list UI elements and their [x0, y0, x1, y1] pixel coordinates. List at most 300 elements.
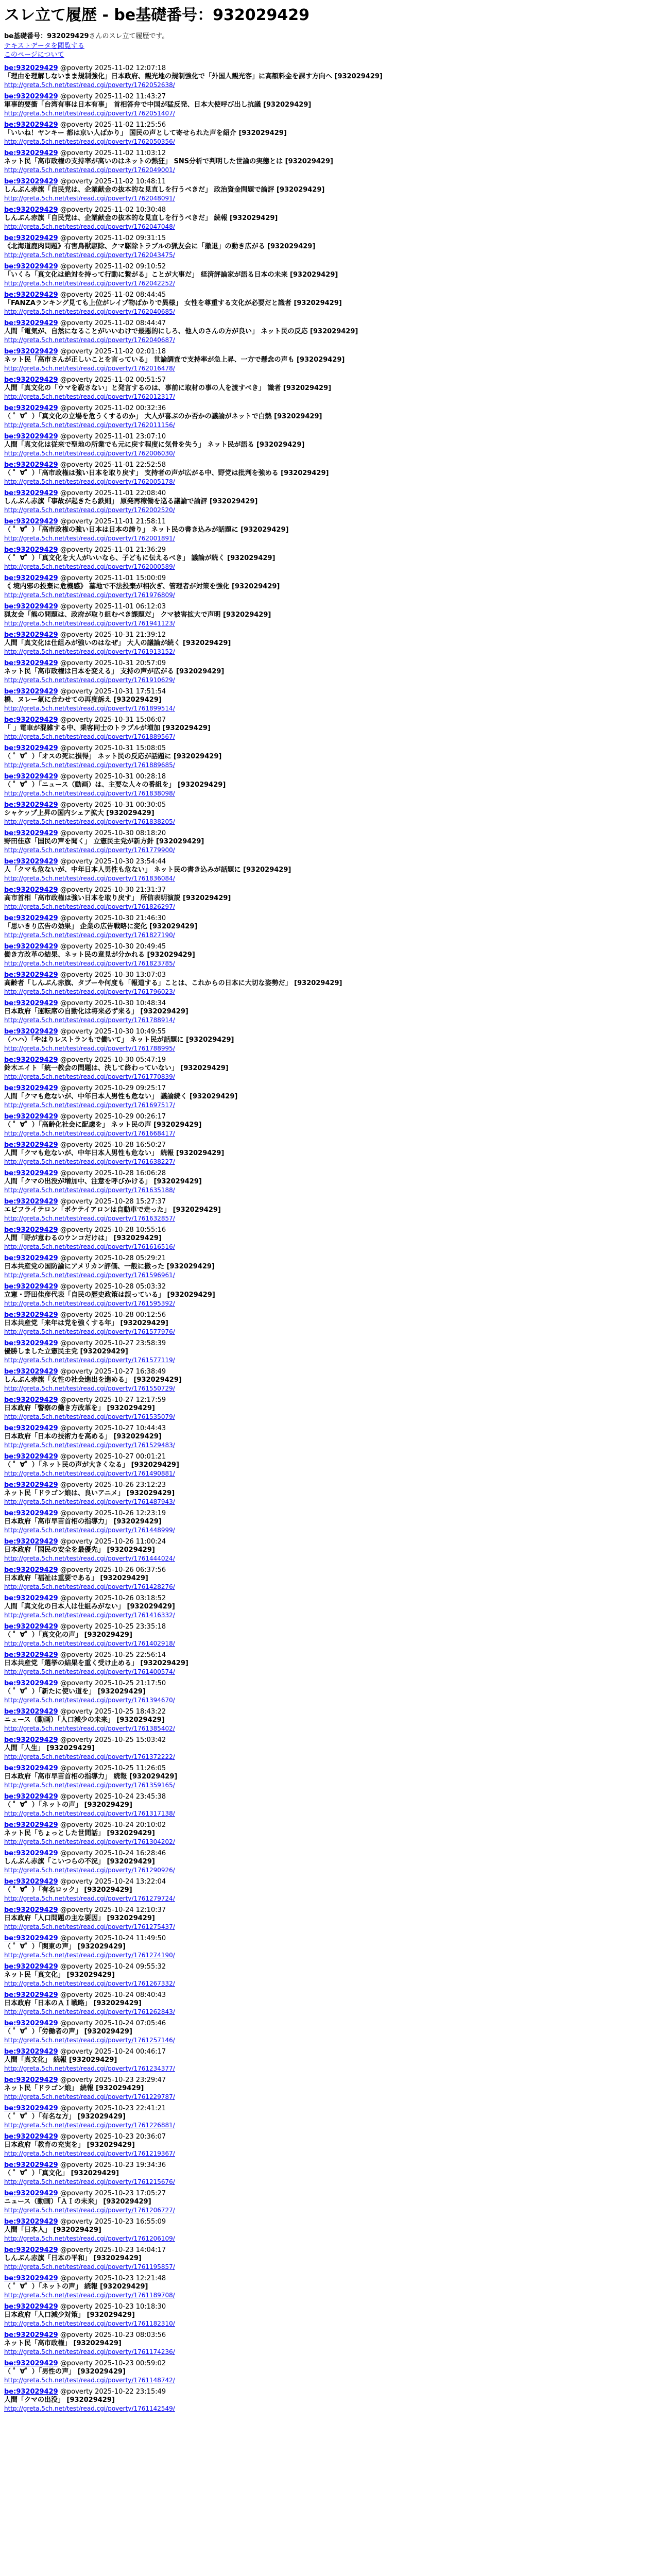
thread-url-link[interactable]: http://greta.5ch.net/test/read.cgi/poverty/1762048091/ [4, 195, 175, 202]
be-id-link[interactable]: be:932029429 [4, 291, 58, 299]
thread-url-link[interactable]: http://greta.5ch.net/test/read.cgi/poverty/1761823785/ [4, 960, 175, 967]
thread-url-link[interactable]: http://greta.5ch.net/test/read.cgi/poverty/1761400574/ [4, 1668, 175, 1675]
thread-url-link[interactable]: http://greta.5ch.net/test/read.cgi/poverty/1762047048/ [4, 223, 175, 230]
thread-url-link[interactable]: http://greta.5ch.net/test/read.cgi/poverty/1762040687/ [4, 336, 175, 344]
thread-title: （ ゜∀゜）「新たに使い道を」 [932029429] [4, 1688, 146, 1696]
thread-url-link[interactable]: http://greta.5ch.net/test/read.cgi/poverty/1761838205/ [4, 818, 175, 825]
thread-url-link[interactable]: http://greta.5ch.net/test/read.cgi/poverty/1761304202/ [4, 1838, 175, 1845]
be-id-link[interactable]: be:932029429 [4, 1198, 58, 1206]
post-header [4, 2303, 649, 2311]
thread-url-link[interactable]: http://greta.5ch.net/test/read.cgi/poverty/1761385402/ [4, 1725, 175, 1732]
be-id-link[interactable]: be:932029429 [4, 319, 58, 327]
post-header [4, 1651, 649, 1659]
be-id-link[interactable]: be:932029429 [4, 914, 58, 922]
be-id-link[interactable]: be:932029429 [4, 1368, 58, 1376]
thread-title: ネット民「高市さんが正しいことを言っている」 世論調査で支持率が急上昇、一方で懸念の声も [932029429] [4, 356, 345, 364]
thread-title: しんぶん赤旗「こいつらの不況」 [932029429] [4, 1858, 155, 1866]
be-id-link[interactable]: be:932029429 [4, 433, 58, 440]
post-date: 2025-11-01 15:00:09 [95, 574, 166, 582]
be-id-link[interactable]: be:932029429 [4, 1255, 58, 1262]
post-author: @poverty [60, 1850, 93, 1857]
thread-url-link[interactable]: http://greta.5ch.net/test/read.cgi/poverty/1761596961/ [4, 1272, 175, 1279]
list-item [4, 1396, 649, 1421]
post-date: 2025-10-24 20:10:02 [95, 1821, 166, 1829]
post-author: @poverty [60, 1765, 93, 1772]
be-id-link[interactable]: be:932029429 [4, 1481, 58, 1489]
be-id-link[interactable]: be:932029429 [4, 1226, 58, 1234]
be-id-link[interactable]: be:932029429 [4, 348, 58, 355]
post-header [4, 2360, 649, 2368]
thread-url-link[interactable]: http://greta.5ch.net/test/read.cgi/poverty/1762011156/ [4, 421, 175, 429]
thread-url-link[interactable]: http://greta.5ch.net/test/read.cgi/poverty/1761182310/ [4, 2320, 175, 2327]
post-date: 2025-11-02 08:44:45 [95, 291, 166, 299]
thread-title: 日本政府「運転席の自動化は将来必ず来る」 [932029429] [4, 1008, 188, 1015]
be-id-link[interactable]: be:932029429 [4, 404, 58, 412]
be-id-link[interactable]: be:932029429 [4, 999, 58, 1007]
post-author: @poverty [60, 1991, 93, 1999]
thread-url-link[interactable]: http://greta.5ch.net/test/read.cgi/poverty/1761215676/ [4, 2178, 175, 2185]
thread-url-link[interactable]: http://greta.5ch.net/test/read.cgi/poverty/1761616516/ [4, 1243, 175, 1250]
thread-title: 高市首相「高市政権は強い日本を取り戻す」 所信表明演説 [932029429] [4, 894, 231, 902]
post-author: @poverty [60, 716, 93, 724]
thread-title: 人間「真文化は従来で聖地の所業でも元に戻す程度に気骨を失う」 ネット民が語る [932029429] [4, 441, 305, 449]
be-id-link[interactable]: be:932029429 [4, 206, 58, 214]
post-author: @poverty [60, 971, 93, 979]
thread-url-link[interactable]: http://greta.5ch.net/test/read.cgi/poverty/1761290926/ [4, 1867, 175, 1874]
be-id-link[interactable]: be:932029429 [4, 93, 58, 100]
thread-url-link[interactable]: http://greta.5ch.net/test/read.cgi/poverty/1761229787/ [4, 2093, 175, 2100]
be-id-link[interactable]: be:932029429 [4, 376, 58, 384]
be-id-link[interactable]: be:932029429 [4, 461, 58, 469]
post-author: @poverty [60, 1056, 93, 1064]
be-id-link[interactable]: be:932029429 [4, 1141, 58, 1149]
thread-url-link[interactable]: http://greta.5ch.net/test/read.cgi/poverty/1761976809/ [4, 591, 175, 599]
post-header [4, 348, 649, 356]
post-date: 2025-11-02 09:31:15 [95, 234, 166, 242]
thread-url-link[interactable]: http://greta.5ch.net/test/read.cgi/poverty/1762052638/ [4, 81, 175, 89]
post-date: 2025-11-01 21:58:11 [95, 518, 166, 526]
post-header [4, 999, 649, 1008]
thread-url-link[interactable]: http://greta.5ch.net/test/read.cgi/poverty/1761234377/ [4, 2065, 175, 2072]
list-item [4, 1283, 649, 1308]
thread-url-link[interactable]: http://greta.5ch.net/test/read.cgi/poverty/1762042252/ [4, 280, 175, 287]
post-date: 2025-10-27 10:44:43 [95, 1425, 166, 1432]
thread-url-link[interactable]: http://greta.5ch.net/test/read.cgi/poverty/1761770839/ [4, 1073, 175, 1080]
thread-url-link[interactable]: http://greta.5ch.net/test/read.cgi/poverty/1762000589/ [4, 563, 175, 570]
be-id-link[interactable]: be:932029429 [4, 1510, 58, 1517]
list-item [4, 1538, 649, 1563]
thread-url-link[interactable]: http://greta.5ch.net/test/read.cgi/poverty/1761910629/ [4, 676, 175, 684]
thread-title: シャケップ上昇の国内シェア拡大 [932029429] [4, 809, 154, 817]
thread-url-link[interactable]: http://greta.5ch.net/test/read.cgi/poverty/1761206109/ [4, 2235, 175, 2242]
post-header [4, 2076, 649, 2084]
list-item [4, 1708, 649, 1733]
post-date: 2025-10-23 19:34:36 [95, 2161, 166, 2169]
be-id-link[interactable]: be:932029429 [4, 744, 58, 752]
thread-url-link[interactable]: http://greta.5ch.net/test/read.cgi/poverty/1761448999/ [4, 1527, 175, 1534]
thread-url-link[interactable]: http://greta.5ch.net/test/read.cgi/poverty/1761142549/ [4, 2405, 175, 2412]
be-id-link[interactable]: be:932029429 [4, 1708, 58, 1716]
list-item [4, 1425, 649, 1449]
list-item [4, 518, 649, 543]
post-author: @poverty [60, 93, 93, 100]
thread-title: 人間「電気が、自然になることがいいわけで最悪的にしろ、他人のさんの方が良い」 ネット民の反応 [932029429] [4, 328, 358, 335]
be-id-link[interactable]: be:932029429 [4, 2105, 58, 2112]
be-id-link[interactable]: be:932029429 [4, 2020, 58, 2027]
thread-title: （ ゜∀゜）「有名ロック」 [932029429] [4, 1886, 132, 1894]
be-id-link[interactable]: be:932029429 [4, 1765, 58, 1772]
thread-url-link[interactable]: http://greta.5ch.net/test/read.cgi/poverty/1762006030/ [4, 450, 175, 457]
summary-label: be基礎番号：932029429 [4, 32, 89, 40]
be-id-link[interactable]: be:932029429 [4, 2388, 58, 2396]
thread-title: ネット民「高市政権」 [932029429] [4, 2340, 122, 2347]
be-id-link[interactable]: be:932029429 [4, 2076, 58, 2084]
post-author: @poverty [60, 1680, 93, 1687]
thread-title: 日本政府「警察の働き方改革を」 [932029429] [4, 1404, 155, 1412]
thread-url-link[interactable]: http://greta.5ch.net/test/read.cgi/poverty/1762002520/ [4, 506, 175, 514]
list-item [4, 319, 649, 344]
post-author: @poverty [60, 2105, 93, 2112]
be-id-link[interactable]: be:932029429 [4, 631, 58, 639]
thread-url-link[interactable]: http://greta.5ch.net/test/read.cgi/poverty/1761274190/ [4, 1952, 175, 1959]
list-item [4, 64, 649, 89]
thread-url-link[interactable]: http://greta.5ch.net/test/read.cgi/poverty/1761372222/ [4, 1753, 175, 1760]
list-item [4, 2331, 649, 2356]
be-id-link[interactable]: be:932029429 [4, 1651, 58, 1659]
post-date: 2025-10-31 15:06:07 [95, 716, 166, 724]
post-header [4, 1141, 649, 1149]
post-author: @poverty [60, 1793, 93, 1801]
thread-url-link[interactable]: http://greta.5ch.net/test/read.cgi/poverty/1761529483/ [4, 1442, 175, 1449]
be-id-link[interactable]: be:932029429 [4, 1906, 58, 1914]
post-author: @poverty [60, 2020, 93, 2027]
post-date: 2025-11-01 06:12:03 [95, 603, 166, 611]
thread-title: （ ゜∀゜）「ネットの声」 [932029429] [4, 1801, 132, 1809]
list-item [4, 1255, 649, 1279]
be-id-link[interactable]: be:932029429 [4, 2360, 58, 2367]
thread-title: 日本政府「人口減少対策」 [932029429] [4, 2311, 135, 2319]
list-item [4, 433, 649, 457]
list-item [4, 1793, 649, 1818]
be-id-link[interactable]: be:932029429 [4, 178, 58, 185]
post-header [4, 659, 649, 668]
be-id-link[interactable]: be:932029429 [4, 2190, 58, 2197]
thread-url-link[interactable]: http://greta.5ch.net/test/read.cgi/poverty/1761889567/ [4, 733, 175, 740]
list-item [4, 829, 649, 854]
post-header [4, 1708, 649, 1716]
post-header [4, 1821, 649, 1829]
post-date: 2025-10-25 15:03:42 [95, 1736, 166, 1744]
thread-url-link[interactable]: http://greta.5ch.net/test/read.cgi/poverty/1761826297/ [4, 903, 175, 910]
thread-title: エビフライテロン「ボケテイアロンは自動車で走った」 [932029429] [4, 1206, 221, 1214]
be-id-link[interactable]: be:932029429 [4, 1850, 58, 1857]
be-id-link[interactable]: be:932029429 [4, 2161, 58, 2169]
thread-url-link[interactable]: http://greta.5ch.net/test/read.cgi/poverty/1761635188/ [4, 1187, 175, 1194]
thread-url-link[interactable]: http://greta.5ch.net/test/read.cgi/poverty/1761416332/ [4, 1612, 175, 1619]
post-date: 2025-10-29 09:25:17 [95, 1084, 166, 1092]
be-id-link[interactable]: be:932029429 [4, 971, 58, 979]
post-header [4, 914, 649, 923]
post-author: @poverty [60, 433, 93, 440]
list-item [4, 489, 649, 514]
be-id-link[interactable]: be:932029429 [4, 1538, 58, 1546]
thread-url-link[interactable]: http://greta.5ch.net/test/read.cgi/poverty/1761428276/ [4, 1583, 175, 1590]
post-author: @poverty [60, 631, 93, 639]
be-id-link[interactable]: be:932029429 [4, 603, 58, 611]
thread-url-link[interactable]: http://greta.5ch.net/test/read.cgi/poverty/1761632857/ [4, 1215, 175, 1222]
be-id-link[interactable]: be:932029429 [4, 263, 58, 270]
thread-url-link[interactable]: http://greta.5ch.net/test/read.cgi/poverty/1761394670/ [4, 1697, 175, 1704]
thread-title: 人間「人生」 [932029429] [4, 1744, 95, 1752]
be-id-link[interactable]: be:932029429 [4, 1311, 58, 1319]
thread-url-link[interactable]: http://greta.5ch.net/test/read.cgi/poverty/1761444024/ [4, 1555, 175, 1562]
list-item [4, 2048, 649, 2073]
be-id-link[interactable]: be:932029429 [4, 1793, 58, 1801]
be-id-link[interactable]: be:932029429 [4, 688, 58, 696]
be-id-link[interactable]: be:932029429 [4, 2275, 58, 2282]
be-id-link[interactable]: be:932029429 [4, 829, 58, 837]
be-id-link[interactable]: be:932029429 [4, 1935, 58, 1942]
thread-title: 人間「クマも危ないが、中年日本人男性も危ない」 議論続く [932029429] [4, 1093, 238, 1100]
thread-url-link[interactable]: http://greta.5ch.net/test/read.cgi/poverty/1762012317/ [4, 393, 175, 400]
post-author: @poverty [60, 886, 93, 894]
be-id-link[interactable]: be:932029429 [4, 1680, 58, 1687]
thread-url-link[interactable]: http://greta.5ch.net/test/read.cgi/poverty/1761796023/ [4, 988, 175, 995]
post-author: @poverty [60, 1170, 93, 1177]
thread-url-link[interactable]: http://greta.5ch.net/test/read.cgi/poverty/1761550729/ [4, 1385, 175, 1392]
thread-url-link[interactable]: http://greta.5ch.net/test/read.cgi/poverty/1761262843/ [4, 2008, 175, 2015]
thread-url-link[interactable]: http://greta.5ch.net/test/read.cgi/poverty/1761788995/ [4, 1045, 175, 1052]
thread-title: 人間「野が意わるのウンコだけは」 [932029429] [4, 1234, 162, 1242]
be-id-link[interactable]: be:932029429 [4, 64, 58, 72]
post-header [4, 943, 649, 951]
post-author: @poverty [60, 461, 93, 469]
list-item [4, 2246, 649, 2271]
post-date: 2025-10-29 00:26:17 [95, 1113, 166, 1121]
post-author: @poverty [60, 2331, 93, 2339]
post-header [4, 2388, 649, 2396]
thread-url-link[interactable]: http://greta.5ch.net/test/read.cgi/poverty/1761638227/ [4, 1158, 175, 1165]
be-id-link[interactable]: be:932029429 [4, 1056, 58, 1064]
post-author: @poverty [60, 1566, 93, 1574]
thread-url-link[interactable]: http://greta.5ch.net/test/read.cgi/poverty/1761838098/ [4, 790, 175, 797]
be-id-link[interactable]: be:932029429 [4, 2246, 58, 2254]
post-header [4, 376, 649, 384]
be-id-link[interactable]: be:932029429 [4, 2331, 58, 2339]
be-id-link[interactable]: be:932029429 [4, 1340, 58, 1347]
thread-history-list [4, 64, 649, 2413]
summary-suffix: さんのスレ立て履歴です。 [89, 32, 169, 40]
post-date: 2025-10-23 00:59:02 [95, 2360, 166, 2367]
be-id-link[interactable]: be:932029429 [4, 234, 58, 242]
list-item [4, 1623, 649, 1648]
text-data-link[interactable]: テキストデータを閲覧する [4, 42, 84, 50]
post-date: 2025-10-23 08:03:56 [95, 2331, 166, 2339]
be-id-link[interactable]: be:932029429 [4, 2303, 58, 2311]
be-id-link[interactable]: be:932029429 [4, 716, 58, 724]
be-id-link[interactable]: be:932029429 [4, 2048, 58, 2056]
thread-title: 「いいね！ヤンキー 都は京い人ばかり」 国民の声として寄せられた声を紹介 [932029429] [4, 129, 287, 137]
thread-url-link[interactable]: http://greta.5ch.net/test/read.cgi/poverty/1761257146/ [4, 2037, 175, 2044]
thread-url-link[interactable]: http://greta.5ch.net/test/read.cgi/poverty/1761279724/ [4, 1895, 175, 1902]
thread-url-link[interactable]: http://greta.5ch.net/test/read.cgi/poverty/1762040685/ [4, 308, 175, 315]
be-id-link[interactable]: be:932029429 [4, 2218, 58, 2226]
thread-url-link[interactable]: http://greta.5ch.net/test/read.cgi/poverty/1761206727/ [4, 2207, 175, 2214]
be-id-link[interactable]: be:932029429 [4, 858, 58, 866]
post-date: 2025-10-24 00:46:17 [95, 2048, 166, 2056]
thread-url-link[interactable]: http://greta.5ch.net/test/read.cgi/poverty/1761189708/ [4, 2292, 175, 2299]
thread-url-link[interactable]: http://greta.5ch.net/test/read.cgi/poverty/1761226881/ [4, 2122, 175, 2129]
be-id-link[interactable]: be:932029429 [4, 121, 58, 129]
be-id-link[interactable]: be:932029429 [4, 1736, 58, 1744]
thread-url-link[interactable]: http://greta.5ch.net/test/read.cgi/poverty/1761697517/ [4, 1101, 175, 1109]
post-author: @poverty [60, 2275, 93, 2282]
thread-url-link[interactable]: http://greta.5ch.net/test/read.cgi/poverty/1761275437/ [4, 1923, 175, 1930]
be-id-link[interactable]: be:932029429 [4, 1595, 58, 1602]
list-item [4, 2360, 649, 2384]
list-item [4, 1084, 649, 1109]
be-id-link[interactable]: be:932029429 [4, 1821, 58, 1829]
thread-title: 日本政府「高市早苗首相の指導力」 [932029429] [4, 1518, 162, 1526]
thread-title: 人「クマも危ないが、中年日本人男性も危ない」 ネット民の書き込みが話題に [932029429] [4, 866, 291, 874]
thread-url-link[interactable]: http://greta.5ch.net/test/read.cgi/poverty/1761317138/ [4, 1810, 175, 1817]
thread-title: ネット民「ドラゴン娘」 続報 [932029429] [4, 2084, 144, 2092]
thread-url-link[interactable]: http://greta.5ch.net/test/read.cgi/poverty/1761195857/ [4, 2263, 175, 2270]
post-header [4, 1481, 649, 1489]
list-item [4, 1453, 649, 1478]
be-id-link[interactable]: be:932029429 [4, 1963, 58, 1971]
be-id-link[interactable]: be:932029429 [4, 574, 58, 582]
thread-url-link[interactable]: http://greta.5ch.net/test/read.cgi/poverty/1761913152/ [4, 648, 175, 655]
post-date: 2025-11-02 11:25:56 [95, 121, 166, 129]
list-item [4, 149, 649, 174]
post-author: @poverty [60, 1510, 93, 1517]
thread-url-link[interactable]: http://greta.5ch.net/test/read.cgi/poverty/1761174236/ [4, 2348, 175, 2355]
thread-title: ネット民「高市政権の支持率が高いのはネットの熱狂」 SNS分析で判明した世論の実態とは [932029429] [4, 158, 333, 165]
thread-url-link[interactable]: http://greta.5ch.net/test/read.cgi/poverty/1761836084/ [4, 875, 175, 882]
post-date: 2025-11-01 21:36:29 [95, 546, 166, 554]
thread-title: 野田佳彦「国民の声を聞く」 立憲民主党が新方針 [932029429] [4, 838, 204, 845]
thread-url-link[interactable]: http://greta.5ch.net/test/read.cgi/poverty/1762001891/ [4, 535, 175, 542]
be-id-link[interactable]: be:932029429 [4, 1084, 58, 1092]
post-author: @poverty [60, 2388, 93, 2396]
thread-url-link[interactable]: http://greta.5ch.net/test/read.cgi/poverty/1761577976/ [4, 1328, 175, 1335]
thread-url-link[interactable]: http://greta.5ch.net/test/read.cgi/poverty/1761595392/ [4, 1300, 175, 1307]
post-date: 2025-10-25 21:17:50 [95, 1680, 166, 1687]
thread-url-link[interactable]: http://greta.5ch.net/test/read.cgi/poverty/1761941123/ [4, 620, 175, 627]
thread-url-link[interactable]: http://greta.5ch.net/test/read.cgi/poverty/1761402918/ [4, 1640, 175, 1647]
thread-url-link[interactable]: http://greta.5ch.net/test/read.cgi/poverty/1761267332/ [4, 1980, 175, 1987]
thread-title: 橋、ヌレー氣に合わせての再度訴え [932029429] [4, 696, 162, 704]
post-header [4, 1878, 649, 1886]
thread-url-link[interactable]: http://greta.5ch.net/test/read.cgi/poverty/1761788914/ [4, 1016, 175, 1024]
be-id-link[interactable]: be:932029429 [4, 659, 58, 667]
thread-url-link[interactable]: http://greta.5ch.net/test/read.cgi/poverty/1761668417/ [4, 1130, 175, 1137]
thread-url-link[interactable]: http://greta.5ch.net/test/read.cgi/poverty/1762051407/ [4, 110, 175, 117]
be-id-link[interactable]: be:932029429 [4, 489, 58, 497]
be-id-link[interactable]: be:932029429 [4, 1991, 58, 1999]
post-header [4, 2190, 649, 2198]
be-id-link[interactable]: be:932029429 [4, 886, 58, 894]
thread-url-link[interactable]: http://greta.5ch.net/test/read.cgi/poverty/1762050356/ [4, 138, 175, 145]
thread-url-link[interactable]: http://greta.5ch.net/test/read.cgi/poverty/1761219367/ [4, 2150, 175, 2157]
be-id-link[interactable]: be:932029429 [4, 1566, 58, 1574]
post-header [4, 1113, 649, 1121]
list-item [4, 716, 649, 741]
thread-url-link[interactable]: http://greta.5ch.net/test/read.cgi/poverty/1761490881/ [4, 1470, 175, 1477]
post-date: 2025-11-02 09:10:52 [95, 263, 166, 270]
be-id-link[interactable]: be:932029429 [4, 1028, 58, 1036]
be-id-link[interactable]: be:932029429 [4, 546, 58, 554]
post-header [4, 121, 649, 129]
be-id-link[interactable]: be:932029429 [4, 1878, 58, 1886]
be-id-link[interactable]: be:932029429 [4, 1623, 58, 1631]
list-item [4, 688, 649, 713]
post-author: @poverty [60, 574, 93, 582]
list-item [4, 1821, 649, 1846]
be-id-link[interactable]: be:932029429 [4, 1396, 58, 1404]
post-header [4, 319, 649, 328]
post-author: @poverty [60, 404, 93, 412]
thread-url-link[interactable]: http://greta.5ch.net/test/read.cgi/poverty/1761577119/ [4, 1357, 175, 1364]
thread-url-link[interactable]: http://greta.5ch.net/test/read.cgi/poverty/1761487943/ [4, 1498, 175, 1505]
be-id-link[interactable]: be:932029429 [4, 2133, 58, 2141]
be-id-link[interactable]: be:932029429 [4, 1283, 58, 1291]
be-id-link[interactable]: be:932029429 [4, 773, 58, 781]
post-date: 2025-10-28 15:27:37 [95, 1198, 166, 1206]
thread-url-link[interactable]: http://greta.5ch.net/test/read.cgi/poverty/1761779900/ [4, 846, 175, 854]
thread-url-link[interactable]: http://greta.5ch.net/test/read.cgi/poverty/1761148742/ [4, 2377, 175, 2384]
be-id-link[interactable]: be:932029429 [4, 1113, 58, 1121]
post-header [4, 1850, 649, 1858]
thread-title: 鈴木エイト「統一教会の問題は、決して終わっていない」 [932029429] [4, 1064, 229, 1072]
thread-title: （ハハ）「やはりレストランもで働いて」 ネット民が話題に [932029429] [4, 1036, 234, 1044]
thread-title: 人間「真文化」 続報 [932029429] [4, 2056, 117, 2064]
post-header [4, 1255, 649, 1263]
thread-title: 働き方改革の結果、ネット民の意見が分かれる [932029429] [4, 951, 195, 959]
list-item [4, 744, 649, 769]
be-id-link[interactable]: be:932029429 [4, 943, 58, 951]
thread-url-link[interactable]: http://greta.5ch.net/test/read.cgi/poverty/1761899514/ [4, 705, 175, 712]
list-item [4, 914, 649, 939]
be-id-link[interactable]: be:932029429 [4, 1453, 58, 1461]
be-id-link[interactable]: be:932029429 [4, 1425, 58, 1432]
thread-title: 日本政府「国民の安全を最優先」 [932029429] [4, 1546, 155, 1554]
thread-url-link[interactable]: http://greta.5ch.net/test/read.cgi/poverty/1761889685/ [4, 761, 175, 769]
thread-url-link[interactable]: http://greta.5ch.net/test/read.cgi/poverty/1762049001/ [4, 166, 175, 174]
list-item [4, 348, 649, 372]
thread-title: 日本政府「高市早苗首相の指導力」 続報 [932029429] [4, 1773, 178, 1781]
post-header [4, 178, 649, 186]
thread-url-link[interactable]: http://greta.5ch.net/test/read.cgi/poverty/1762043475/ [4, 251, 175, 259]
summary-line [4, 32, 649, 41]
thread-url-link[interactable]: http://greta.5ch.net/test/read.cgi/poverty/1761359165/ [4, 1782, 175, 1789]
post-date: 2025-10-25 11:26:05 [95, 1765, 166, 1772]
post-date: 2025-10-30 21:46:30 [95, 914, 166, 922]
thread-url-link[interactable]: http://greta.5ch.net/test/read.cgi/poverty/1762005178/ [4, 478, 175, 485]
be-id-link[interactable]: be:932029429 [4, 1170, 58, 1177]
be-id-link[interactable]: be:932029429 [4, 149, 58, 157]
post-author: @poverty [60, 121, 93, 129]
be-id-link[interactable]: be:932029429 [4, 801, 58, 809]
thread-url-link[interactable]: http://greta.5ch.net/test/read.cgi/poverty/1762016478/ [4, 365, 175, 372]
thread-url-link[interactable]: http://greta.5ch.net/test/read.cgi/poverty/1761827190/ [4, 931, 175, 939]
post-author: @poverty [60, 858, 93, 866]
be-id-link[interactable]: be:932029429 [4, 518, 58, 526]
about-page-link[interactable]: このページについて [4, 51, 64, 59]
post-header [4, 291, 649, 299]
thread-url-link[interactable]: http://greta.5ch.net/test/read.cgi/poverty/1761535079/ [4, 1413, 175, 1420]
